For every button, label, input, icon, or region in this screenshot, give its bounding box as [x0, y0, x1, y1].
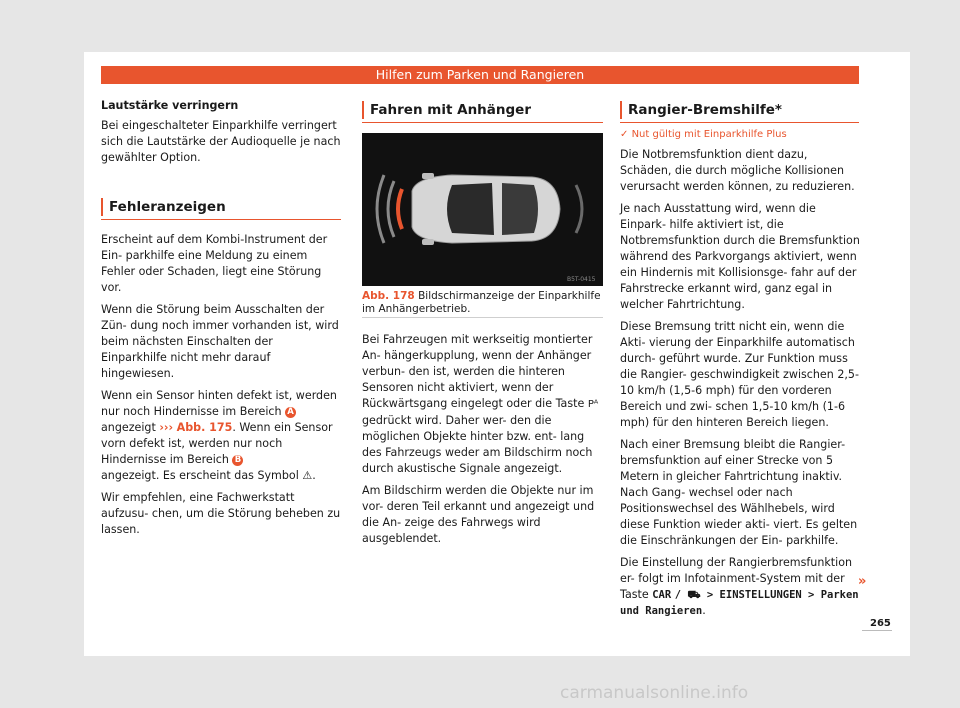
errors-heading: Fehleranzeigen [101, 198, 226, 216]
warning-triangle-icon: ⚠ [302, 469, 313, 482]
trailer-heading-rule [362, 122, 603, 123]
trailer-p2: Am Bildschirm werden die Objekte nur im vor- deren Teil erkannt und angezeigt und die An- zeige des Fahrwegs wird ausgeblendet. [362, 484, 595, 545]
brake-p5 [620, 555, 860, 619]
car-top-view-icon [412, 173, 560, 245]
errors-p1: Erscheint auf dem Kombi-Instrument der Ein- parkhilfe eine Meldung zu einem Fehler oder Schaden, liegt eine Störung vor. [101, 233, 328, 294]
figure-caption [362, 290, 603, 316]
errors-p2: Wenn die Störung beim Ausschalten der Zün- dung noch immer vorhanden ist, wird beim nächsten Einschalten der Einparkhilfe nicht mehr darauf hingewiesen. [101, 303, 339, 380]
trailer-p1-a: Bei Fahrzeugen mit werkseitig montierter An- hängerkupplung, wenn der Anhänger verbun- den ist, werden die hinteren Sensoren nicht aktiviert, wenn der Rückwärtsgang eingelegt oder die Taste [362, 333, 593, 410]
trailer-p1-b: gedrückt wird. Daher wer- den die möglichen Objekte hinter bzw. ent- lang des Fahrzeugs weder am Bildschirm noch durch akustische Signale angezeigt. [362, 414, 593, 475]
errors-p3-c: . Wenn ein Sensor vorn defekt ist, werden nur noch Hindernisse im Bereich [101, 421, 333, 466]
errors-p3-a: Wenn ein Sensor hinten defekt ist, werden nur noch Hindernisse im Bereich [101, 389, 337, 418]
brake-assist-heading-rule [620, 122, 859, 123]
trailer-p1 [362, 332, 603, 477]
volume-text: Bei eingeschalteter Einparkhilfe verringert sich die Lautstärke der Audioquelle je nach gewählter Option. [101, 119, 341, 164]
left-column [101, 98, 341, 172]
brake-p4: Nach einer Bremsung bleibt die Rangier- bremsfunktion auf einer Strecke von 5 Metern in gleicher Fahrtrichtung inaktiv. Nach Gang- wechsel oder nach Positionswechsel des Wählhebels, wird diese Funktion wieder akti- viert. Es gelten die Einschränkungen der Ein- parkhilfe. [620, 438, 858, 547]
right-body [620, 127, 860, 625]
errors-p3-d: angezeigt. Es erscheint das Symbol [101, 469, 299, 482]
figure-caption-text: Bildschirmanzeige der Einparkhilfe im Anhängerbetrieb. [362, 290, 601, 315]
errors-p4: Wir empfehlen, eine Fachwerkstatt aufzusu- chen, um die Störung beheben zu lassen. [101, 491, 341, 536]
menu-path: / ⛟ > EINSTELLUNGEN > Parken und Rangieren [620, 589, 859, 617]
left-body [101, 232, 341, 544]
car-key-label: CAR [652, 589, 672, 601]
parking-display-figure [362, 133, 603, 286]
page-number: 265 [870, 618, 891, 629]
area-b-badge: B [232, 455, 243, 466]
figure-175-link[interactable]: Abb. 175 [176, 421, 233, 434]
validity-note [620, 127, 860, 143]
footer-rule [862, 630, 892, 631]
parking-display-illustration [362, 133, 603, 286]
check-icon: ✓ [620, 129, 629, 140]
volume-heading: Lautstärke verringern [101, 99, 239, 112]
parking-key-icon: Pᴬ [587, 399, 599, 410]
errors-p3 [101, 388, 341, 484]
validity-note-text: Nut gültig mit Einparkhilfe Plus [631, 129, 787, 140]
brake-assist-heading: Rangier-Bremshilfe* [620, 101, 782, 119]
area-a-badge: A [285, 407, 296, 418]
page-header: Hilfen zum Parken und Rangieren [101, 66, 859, 84]
errors-p3-e: . [312, 469, 316, 482]
watermark: carmanualsonline.info [560, 683, 749, 703]
brake-p5-a: Die Einstellung der Rangierbremsfunktion er- folgt im Infotainment-System mit der Taste [620, 556, 853, 601]
continue-mark: » [858, 574, 867, 589]
figure-label: Abb. 178 [362, 290, 415, 302]
caption-rule [362, 317, 603, 318]
brake-p1: Die Notbremsfunktion dient dazu, Schäden, die durch mögliche Kollisionen verursacht werden können, zu reduzieren. [620, 148, 855, 193]
trailer-heading: Fahren mit Anhänger [362, 101, 531, 119]
brake-p2: Je nach Ausstattung wird, wenn die Einpark- hilfe aktiviert ist, die Notbremsfunktion durch die Bremsfunktion während des Parkvorgangs aktiviert, wenn ein Hindernis mit Kollisionsge- fahr auf der Fahrstrecke erkannt wird, ganz egal in welcher Fahrtrichtung. [620, 202, 860, 311]
figure-code: B5T-0415 [567, 276, 596, 283]
errors-p3-b: angezeigt [101, 421, 156, 434]
ref-arrows: ››› [159, 421, 174, 434]
errors-heading-rule [101, 219, 341, 220]
brake-p5-end: . [702, 604, 706, 617]
middle-body [362, 332, 603, 553]
brake-p3: Diese Bremsung tritt nicht ein, wenn die Akti- vierung der Einparkhilfe automatisch durch- geführt wurde. Zur Funktion muss die Rangier- geschwindigkeit zwischen 2,5-10 km/h (1,5-6 mph) für den vorderen Bereich und zwi- schen 1,5-10 km/h (1-6 mph) für den hinteren Bereich liegen. [620, 320, 859, 429]
